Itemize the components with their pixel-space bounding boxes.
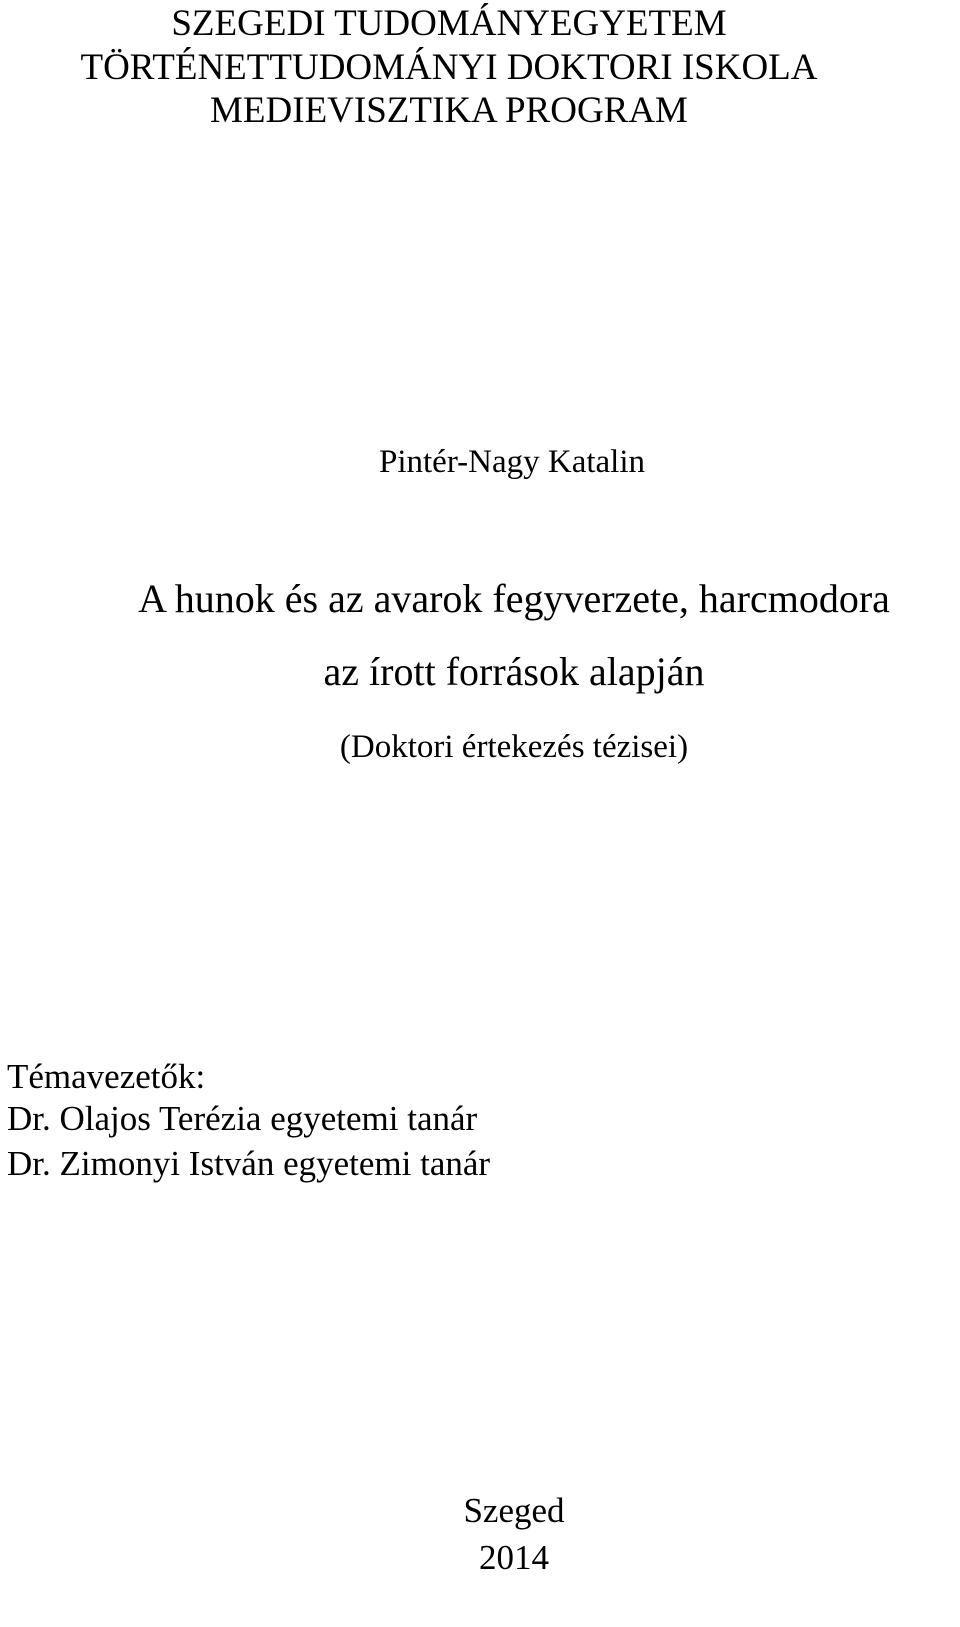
program-name: MEDIEVISZTIKA PROGRAM bbox=[210, 90, 688, 131]
university-name: SZEGEDI TUDOMÁNYEGYETEM bbox=[171, 3, 727, 44]
supervisors-heading: Témavezetők: bbox=[7, 1057, 206, 1096]
author-name: Pintér-Nagy Katalin bbox=[378, 444, 645, 480]
supervisor-item: Dr. Olajos Terézia egyetemi tanár bbox=[7, 1099, 478, 1138]
supervisor-item: Dr. Zimonyi István egyetemi tanár bbox=[7, 1144, 491, 1183]
dissertation-title-line-1: A hunok és az avarok fegyverzete, harcmodora bbox=[138, 576, 890, 621]
year: 2014 bbox=[479, 1538, 549, 1577]
doctoral-school-name: TÖRTÉNETTUDOMÁNYI DOKTORI ISKOLA bbox=[80, 47, 818, 88]
dissertation-title-line-2: az írott források alapján bbox=[323, 649, 705, 694]
document-type-subtitle: (Doktori értekezés tézisei) bbox=[339, 729, 689, 765]
city: Szeged bbox=[463, 1491, 565, 1530]
